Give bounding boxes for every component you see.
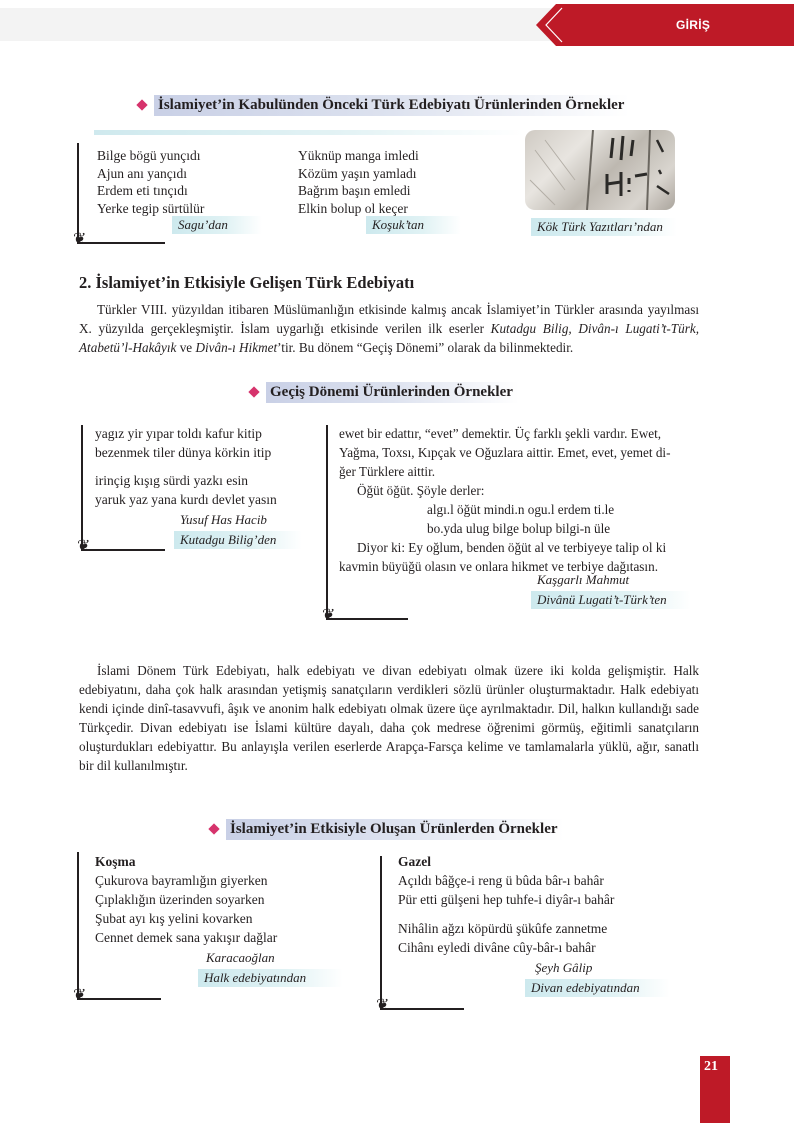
fleuron-ornament-icon: ❦ [73,985,87,1004]
author-name: Yusuf Has Hacib [180,512,267,527]
poem-line: yagız yir yıpar toldı kafur kitip [95,426,262,441]
frame-bottom-line [328,618,408,620]
poem-line: Nihâlin ağzı köpürdü şükûfe zannetme [398,921,608,936]
section-heading: 2. İslamiyet’in Etkisiyle Gelişen Türk Edebiyatı [79,273,415,292]
text-line: Öğüt öğüt. Şöyle derler: [357,483,485,498]
section-title: Geçiş Dönemi Ürünlerinden Örnekler [266,382,519,403]
poem-line: Yüknüp manga imledi [298,148,419,163]
poem-kutadgu-bilig [95,424,277,509]
source-caption: Koşuk’tan [366,216,461,234]
poem-kosuk [298,147,419,217]
text-line: Diyor ki: Ey oğlum, benden öğüt al ve terbiyeye talip ol ki [357,540,667,555]
poem-line: Çukurova bayramlığın giyerken [95,873,268,888]
section-title: İslamiyet’in Etkisiyle Oluşan Ürünlerden Örnekler [226,819,564,840]
header-band [0,8,560,41]
fleuron-ornament-icon: ❦ [322,605,336,624]
source-caption: Halk edebiyatından [198,969,343,987]
page-number-tab [700,1056,730,1123]
text-run: ve [176,340,196,355]
poem-line: Ajun anı yançıdı [97,165,187,181]
frame-bottom-line [83,549,165,551]
text-run: ’tir. Bu dönem “Geçiş Dönemi” olarak da bilinmektedir. [277,340,574,355]
poem-line: Bilge bögü yunçıdı [97,148,201,163]
text-line: kavmin büyüğü olasın ve onlara hikmet ve terbiye dağıtasın. [339,559,658,574]
text-run: Türkler VIII. yüzyıldan itibaren Müslümanlığın etkisinde kalmış ancak İslamiyet’in Türkler arasında yayılması X. yüzyılda gerçekleşmiştir. İslam uygarlığı etkisinde verilen ilk eserler [79,302,699,336]
poem-sagu [97,147,204,217]
islamic-period-paragraph [79,661,699,775]
fleuron-ornament-icon: ❦ [77,536,91,555]
chapter-tab-shape [536,4,794,46]
section-title: İslamiyet’in Kabulünden Önceki Türk Edebiyatı Ürünlerinden Örnekler [154,95,630,116]
poem-line: Yerke tegip sürtülür [97,200,205,216]
section-banner-transition [250,381,519,403]
poem-gazel [398,852,614,957]
diamond-bullet-icon [136,99,147,110]
source-caption: Divan edebiyatından [525,979,670,997]
frame-bottom-line [79,242,165,244]
verse-line: algı.l öğüt mindi.n ogu.l erdem ti.le [427,502,615,517]
poem-line: irinçig kışıg sürdi yazkı esin [95,473,248,488]
paragraph-text: İslami Dönem Türk Edebiyatı, halk edebiyatı ve divan edebiyatı olmak üzere iki kolda gelişmiştir. Halk edebiyatını, daha çok halk arasından yetişmiş sanatçıların verdikleri sözlü ürünler oluşturmaktadır. Halk edebiyatı kendi içinde dinî-tasavvufi, âşık ve anonim halk edebiyatı olmak üzere üçe ayrılmaktadır. Dil, halkın kullandığı sade Türkçedir. Divan edebiyatı ise İslami kültüre dayalı, daha çok medrese öğrenimi görmüş, eğitimli sanatçıların oluşturdukları edebiyattır. Bu anlayışla verilen eserlerde Arapça-Farsça kelime ve tamlamalarla yüklü, ağır, sanatlı bir dil kullanılmıştır. [79,663,699,773]
source-caption: Sagu’dan [172,216,262,234]
poem-line: Cennet demek sana yakışır dağlar [95,930,278,945]
source-caption: Kutadgu Bilig’den [174,531,302,549]
poem-line: Pür etti gülşeni hep tuhfe-i diyâr-ı bahâr [398,892,615,907]
poem-line: Erdem eti tınçıdı [97,183,188,198]
page-number: 21 [704,1059,718,1074]
author-name: Şeyh Gâlip [535,960,593,975]
diamond-bullet-icon [248,386,259,397]
text-line: ewet bir edattır, “evet” demektir. Üç farklı şekli vardır. Ewet, [339,426,662,441]
poem-line: yaruk yaz yana kurdı devlet yasın [95,492,277,507]
verse-line: bo.yda ulug bilge bolup bilgi-n üle [427,521,611,536]
chapter-label: GİRİŞ [676,18,711,32]
frame-bottom-line [382,1008,464,1010]
poem-line: Elkin bolup ol keçer [298,200,408,216]
divan-lugat-excerpt [339,424,701,576]
poem-line: Şubat ayı kış yelini kovarken [95,911,253,926]
text-line: ğer Türklere aittir. [339,464,436,479]
poem-form-heading: Gazel [398,854,431,869]
text-line: Yağma, Toxsı, Kıpçak ve Oğuzlara aittir. Emet, evet, yemet di- [339,445,671,460]
diamond-bullet-icon [208,823,219,834]
photo-caption: Kök Türk Yazıtları’ndan [531,218,677,236]
chapter-tab [536,4,794,46]
frame-bottom-line [79,998,161,1000]
poem-line: Cihânı eyledi divâne cûy-bâr-ı bahâr [398,940,596,955]
intro-paragraph [79,300,699,357]
kok-turk-inscription-photo [525,130,675,210]
poem-line: Çıplaklığın üzerinden soyarken [95,892,265,907]
poem-line: Açıldı bâğçe-i reng ü bûda bâr-ı bahâr [398,873,604,888]
work-title: Kutadgu Bilig, Divân-ı Lugati’t-Türk, Atabetü’l-Hakâyık [79,321,699,355]
section-banner-pre-islamic [138,94,630,116]
poem-line: Bağrım başın emledi [298,183,411,198]
fleuron-ornament-icon: ❦ [376,995,390,1014]
poem-line: Közüm yaşın yamladı [298,165,417,181]
source-caption: Divânü Lugati’t-Türk’ten [531,591,691,609]
poem-kosma [95,852,277,947]
author-name: Karacaoğlan [206,950,275,965]
decorative-line [94,130,524,135]
fleuron-ornament-icon: ❦ [73,229,87,248]
poem-line: bezenmek tiler dünya körkin itip [95,445,272,460]
section-banner-islamic-works [210,818,564,840]
author-name: Kaşgarlı Mahmut [537,572,630,587]
poem-form-heading: Koşma [95,854,136,869]
work-title: Divân-ı Hikmet [195,340,278,355]
